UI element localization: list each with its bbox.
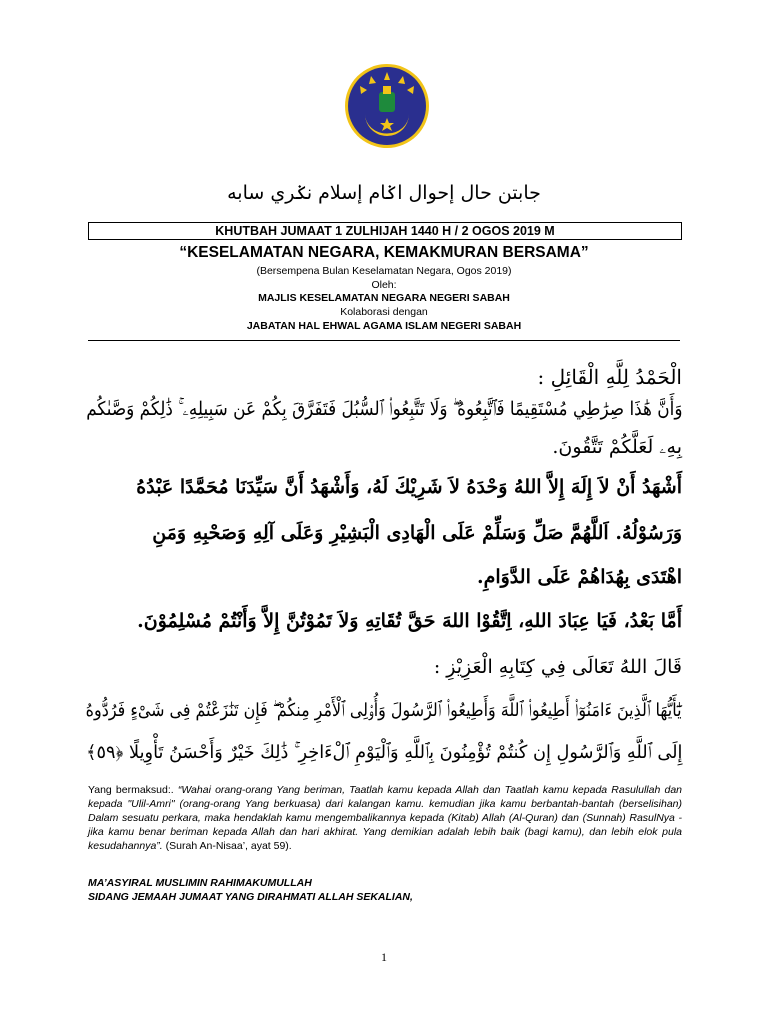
page-number: 1 (381, 950, 387, 964)
salutation-line: SIDANG JEMAAH JUMAAT YANG DIRAHMATI ALLAH SEKALIAN, (88, 891, 413, 903)
translation-quote: “Wahai orang-orang Yang beriman, Taatlah kamu kepada Allah dan Taatlah kamu kepada Rasulullah dan kepada "Ulil-Amri" (orang-orang Yang berkuasa) dari kalangan kamu. kemudian jika kamu berbantah-bantah (berselisihan) Dalam sesuatu perkara, maka hendaklah kamu mengembalikannya kepada (Kitab) Allah (Al-Quran) dan (Sunnah) RasulNya - jika kamu benar beriman kepada Allah dan hari akhirat. Yang demikian adalah lebih baik (bagi kamu), dan lebih elok pula kesudahannya”. (88, 784, 682, 852)
by-label: Oleh: (371, 279, 397, 291)
arabic-line: الْحَمْدُ لِلَّهِ الْقَائِلِ : (537, 365, 682, 389)
jawi-department-heading: جابتن حال إحوال اݢام إسلام نݢري سابه (227, 182, 541, 204)
jheains-emblem-logo (343, 62, 431, 150)
verse-translation (88, 783, 682, 853)
arabic-line: وَأَنَّ هَٰذَا صِرَٰطِي مُسْتَقِيمًا فَٱتَّبِعُوهُ ۖ وَلَا تَتَّبِعُوا۟ ٱلسُّبُلَ فَتَفَرَّقَ بِكُمْ عَن سَبِيلِهِۦ ۚ ذَٰلِكُمْ وَصَّىٰكُم (85, 398, 682, 420)
translation-intro: Yang bermaksud:. (88, 784, 178, 796)
collaboration-label: Kolaborasi dengan (340, 306, 428, 318)
arabic-line: وَرَسُوْلُهُ. اَللَّهُمَّ صَلِّ وَسَلِّمْ عَلَى الْهَادِى الْبَشِيْرِ وَعَلَى آلِهِ وَصَحْبِهِ وَمَنِ (152, 522, 682, 544)
arabic-line: إِلَى ٱللَّهِ وَٱلرَّسُولِ إِن كُنتُمْ تُؤْمِنُونَ بِٱللَّهِ وَٱلْيَوْمِ ٱلْءَاخِرِ ۚ ذَٰلِكَ خَيْرٌ وَأَحْسَنُ تَأْوِيلًا ﴿٥٩﴾ (85, 742, 683, 763)
occasion-subtitle: (Bersempena Bulan Keselamatan Negara, Ogos 2019) (256, 265, 512, 277)
arabic-line: أَمَّا بَعْدُ، فَيَا عِبَادَ اللهِ، اِتَّقُوْا اللهَ حَقَّ تُقَاتِهِ وَلاَ تَمُوْتُنَّ إِلاَّ وَأَنْتُمْ مُسْلِمُوْنَ. (137, 610, 682, 632)
arabic-line: أَشْهَدُ أَنْ لاَ إِلَهَ إِلاَّ اللهُ وَحْدَهُ لاَ شَرِيْكَ لَهُ، وَأَشْهَدُ أَنَّ سَيِّدَنَا مُحَمَّدًا عَبْدُهُ (136, 476, 682, 498)
arabic-line: يَٰٓأَيُّهَا ٱلَّذِينَ ءَامَنُوٓا۟ أَطِيعُوا۟ ٱللَّهَ وَأَطِيعُوا۟ ٱلرَّسُولَ وَأُو۟لِى ٱلْأَمْرِ مِنكُمْ ۖ فَإِن تَنَٰزَعْتُمْ فِى شَىْءٍ فَرُدُّوهُ (86, 700, 682, 721)
translation-reference: (Surah An-Nisaa’, ayat 59). (165, 840, 292, 852)
sermon-title: “KESELAMATAN NEGARA, KEMAKMURAN BERSAMA” (179, 244, 589, 261)
author-organisation: MAJLIS KESELAMATAN NEGARA NEGERI SABAH (258, 292, 510, 304)
arabic-line: قَالَ اللهُ تَعَالَى فِي كِتَابِهِ الْعَزِيْزِ : (433, 656, 682, 678)
salutation-line: MA’ASYIRAL MUSLIMIN RAHIMAKUMULLAH (88, 877, 312, 889)
header-divider (88, 340, 680, 341)
partner-organisation: JABATAN HAL EHWAL AGAMA ISLAM NEGERI SABAH (246, 320, 522, 332)
khutbah-date-label: KHUTBAH JUMAAT 1 ZULHIJAH 1440 H / 2 OGOS 2019 M (88, 222, 682, 240)
arabic-line: اهْتَدَى بِهُدَاهُمْ عَلَى الدَّوَامِ. (476, 566, 682, 588)
arabic-line: بِهِۦ لَعَلَّكُمْ تَتَّقُونَ. (552, 436, 682, 458)
